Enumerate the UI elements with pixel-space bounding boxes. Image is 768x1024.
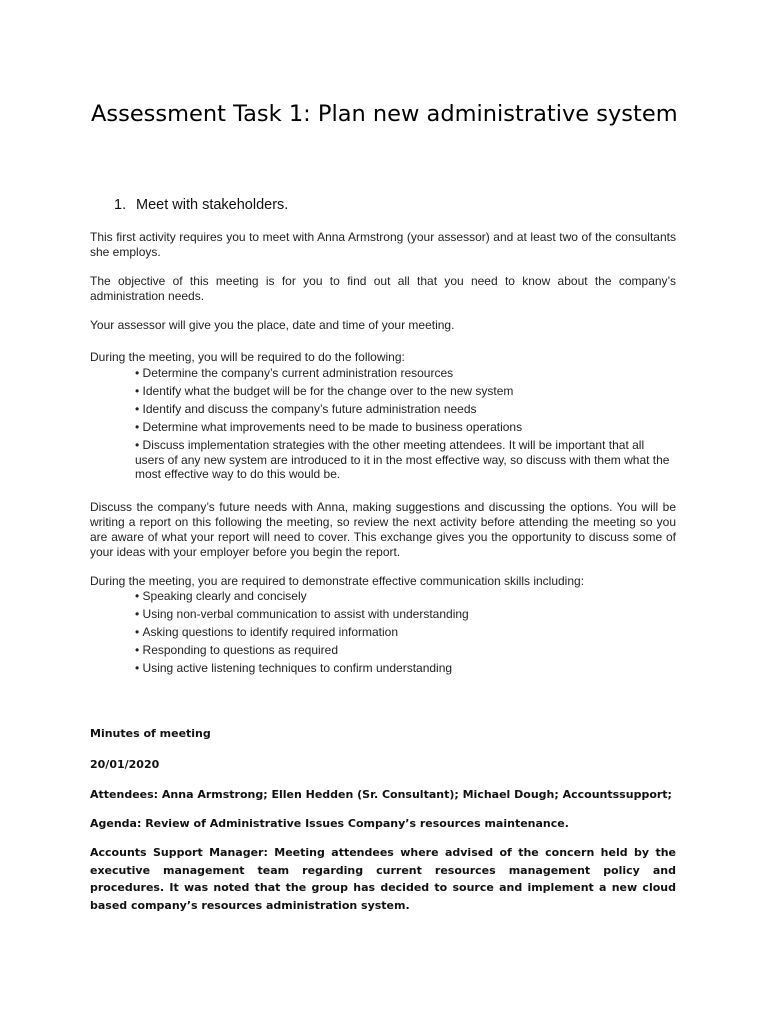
intro-paragraph-2: The objective of this meeting is for you to find out all that you need to know about the company’s administration needs. xyxy=(90,274,676,303)
minutes-notes: Accounts Support Manager: Meeting attendees where advised of the concern held by the executive management team regarding current resources management policy and procedures. It was noted that the group has decided to source and implement a new cloud based company’s resources administration system. xyxy=(90,846,676,912)
step-label: Meet with stakeholders. xyxy=(136,197,289,213)
list-item: • Using active listening techniques to confirm understanding xyxy=(135,661,676,676)
minutes-heading: Minutes of meeting xyxy=(90,727,211,740)
meeting-tasks-lead: During the meeting, you will be required to do the following: xyxy=(90,350,405,364)
list-item: • Speaking clearly and concisely xyxy=(135,589,676,604)
intro-paragraph-1: This first activity requires you to meet with Anna Armstrong (your assessor) and at least two of the consultants she employs. xyxy=(90,230,676,259)
list-item: • Discuss implementation strategies with the other meeting attendees. It will be important that all users of any new system are introduced to it in the most effective way, so discuss with them what the most effective way to do this would be. xyxy=(135,438,676,482)
list-item: • Determine the company’s current administration resources xyxy=(135,366,676,381)
minutes-date: 20/01/2020 xyxy=(90,758,160,771)
list-item: • Asking questions to identify required information xyxy=(135,625,676,640)
future-needs-paragraph: Discuss the company’s future needs with Anna, making suggestions and discussing the options. You will be writing a report on this following the meeting, so review the next activity before attending the meeting so you are aware of what your report will need to cover. This exchange gives you the opportunity to discuss some of your ideas with your employer before you begin the report. xyxy=(90,500,676,559)
step-number: 1. xyxy=(114,197,127,213)
list-item: • Identify and discuss the company’s future administration needs xyxy=(135,402,676,417)
intro-paragraph-3: Your assessor will give you the place, date and time of your meeting. xyxy=(90,318,455,332)
communication-list xyxy=(135,589,676,679)
communication-lead: During the meeting, you are required to demonstrate effective communication skills including: xyxy=(90,574,585,588)
minutes-attendees: Attendees: Anna Armstrong; Ellen Hedden (Sr. Consultant); Michael Dough; Accountssupport; xyxy=(90,788,672,801)
meeting-tasks-list xyxy=(135,366,676,485)
step-heading xyxy=(114,196,288,214)
list-item: • Responding to questions as required xyxy=(135,643,676,658)
list-item: • Identify what the budget will be for the change over to the new system xyxy=(135,384,676,399)
list-item: • Determine what improvements need to be made to business operations xyxy=(135,420,676,435)
minutes-agenda: Agenda: Review of Administrative Issues Company’s resources maintenance. xyxy=(90,817,569,830)
page-title: Assessment Task 1: Plan new administrative system xyxy=(91,101,678,127)
list-item: • Using non-verbal communication to assist with understanding xyxy=(135,607,676,622)
